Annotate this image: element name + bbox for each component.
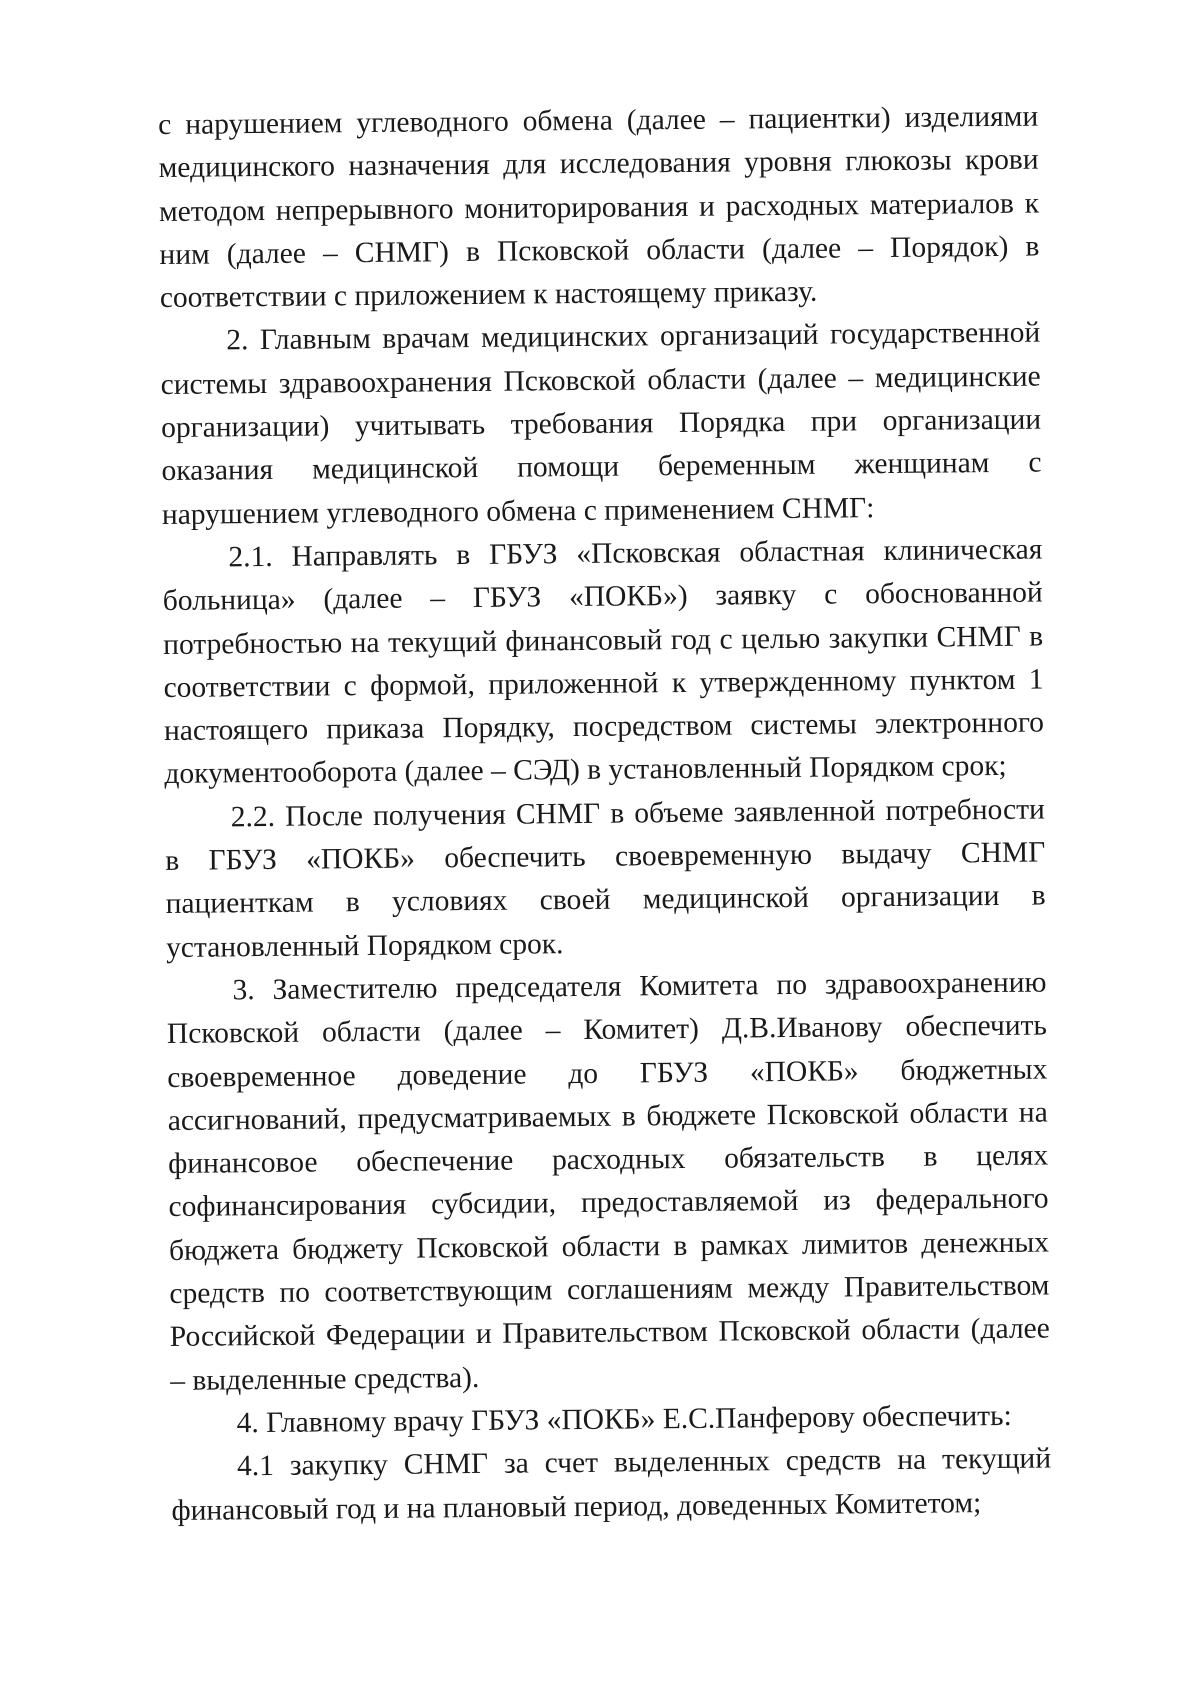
paragraph-item-4: 4. Главному врачу ГБУЗ «ПОКБ» Е.С.Панферову обеспечить:: [236, 1399, 1012, 1440]
paragraph-item-2-2: 2.2. После получения СНМГ в объеме заявленной потребности в ГБУЗ «ПОКБ» обеспечить своевременную выдачу СНМГ пациенткам в условиях своей медицинской организации в установленный Порядком срок.: [165, 793, 1046, 964]
paragraph-item-3: 3. Заместителю председателя Комитета по здравоохранению Псковской области (далее – Комитет) Д.В.Иванову обеспечить своевременное доведение до ГБУЗ «ПОКБ» бюджетных ассигнований, предусматриваемых в бюджете Псковской области на финансовое обеспечение расходных обязательств в целях софинансирования субсидии, предоставляемой из федерального бюджета бюджету Псковской области в рамках лимитов денежных средств по соответствующим соглашениям между Правительством Российской Федерации и Правительством Псковской области (далее – выделенные средства).: [166, 966, 1050, 1397]
document-body: [158, 96, 1052, 1533]
paragraph-item-2-1: 2.1. Направлять в ГБУЗ «Псковская областная клиническая больница» (далее – ГБУЗ «ПОКБ») заявку с обоснованной потребностью на текущий финансовый год с целью закупки СНМГ в соответствии с формой, приложенной к утвержденному пунктом 1 настоящего приказа Порядку, посредством системы электронного документооборота (далее – СЭД) в установленный Порядком срок;: [162, 533, 1045, 791]
paragraph-continuation: с нарушением углеводного обмена (далее – пациентки) изделиями медицинского назначения для исследования уровня глюкозы крови методом непрерывного мониторирования и расходных материалов к ним (далее – СНМГ) в Псковской области (далее – Порядок) в соответствии с приложением к настоящему приказу.: [158, 100, 1040, 315]
paragraph-item-4-1: 4.1 закупку СНМГ за счет выделенных средств на текущий финансовый год и на плановый период, доведенных Комитетом;: [171, 1442, 1052, 1527]
paragraph-item-2: 2. Главным врачам медицинских организаций государственной системы здравоохранения Псковской области (далее – медицинские организации) учитывать требования Порядка при организации оказания медицинской помощи беременным женщинам с нарушением углеводного обмена с применением СНМГ:: [160, 317, 1042, 531]
